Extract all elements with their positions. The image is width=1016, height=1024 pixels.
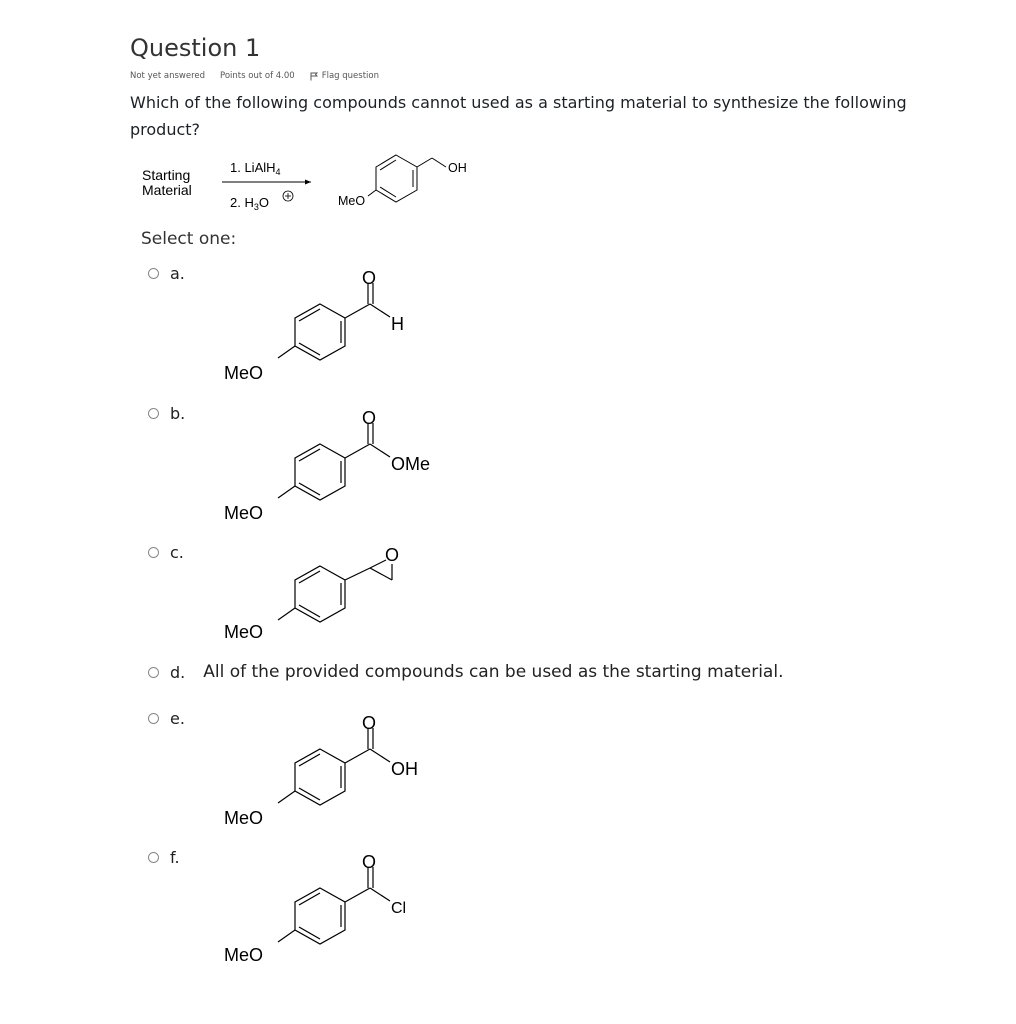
- option-b-meo: MeO: [224, 503, 264, 523]
- option-d[interactable]: [148, 662, 783, 682]
- option-c-oxygen: O: [385, 545, 400, 565]
- option-a-letter: a.: [170, 264, 185, 283]
- reaction-scheme: [130, 150, 500, 220]
- flag-icon: [310, 72, 318, 81]
- question-title: Question 1: [130, 34, 261, 62]
- option-d-text: All of the provided compounds can be used as the starting material.: [203, 662, 784, 682]
- option-f-letter: f.: [170, 848, 180, 867]
- option-c-structure: [210, 535, 440, 650]
- starting-material-label-2: Material: [142, 182, 192, 198]
- option-b-structure: [210, 402, 450, 532]
- question-text: Which of the following compounds cannot used as a starting material to synthesize the following product?: [130, 93, 907, 139]
- option-f-oxygen: O: [362, 852, 377, 872]
- option-f[interactable]: [148, 848, 180, 867]
- option-e-group: OH: [391, 759, 418, 779]
- option-d-radio[interactable]: [148, 667, 159, 678]
- option-d-letter: d.: [170, 662, 186, 682]
- option-a[interactable]: [148, 264, 185, 283]
- product-structure: [368, 155, 446, 202]
- product-oh: OH: [448, 161, 467, 175]
- option-e[interactable]: [148, 709, 185, 728]
- starting-material-label-1: Starting: [142, 167, 191, 183]
- option-a-oxygen: O: [362, 268, 377, 288]
- arrowhead: [305, 180, 311, 185]
- option-e-structure: [210, 707, 440, 837]
- option-f-group: Cl: [391, 900, 407, 917]
- option-b[interactable]: [148, 404, 185, 423]
- points-label: Points out of 4.00: [220, 71, 295, 81]
- option-a-radio[interactable]: [148, 268, 159, 279]
- product-meo: MeO: [338, 194, 366, 208]
- option-e-radio[interactable]: [148, 713, 159, 724]
- question-info: [130, 71, 394, 81]
- option-b-group: OMe: [391, 454, 431, 474]
- flag-question-label: Flag question: [321, 71, 379, 81]
- option-e-letter: e.: [170, 709, 185, 728]
- select-one-label: Select one:: [141, 229, 237, 249]
- step2-reagent: 2. $H_3O$: [230, 195, 269, 212]
- flag-question-link[interactable]: [310, 71, 394, 81]
- option-b-radio[interactable]: [148, 408, 159, 419]
- option-e-meo: MeO: [224, 808, 264, 828]
- option-f-radio[interactable]: [148, 852, 159, 863]
- option-a-meo: MeO: [224, 363, 264, 383]
- option-c-meo: MeO: [224, 622, 264, 642]
- option-c[interactable]: [148, 543, 184, 562]
- step1-reagent: 1. LiAlH$_4$: [230, 160, 281, 177]
- option-f-meo: MeO: [224, 945, 264, 965]
- option-c-radio[interactable]: [148, 547, 159, 558]
- answer-status: Not yet answered: [130, 71, 206, 81]
- option-e-oxygen: O: [362, 713, 377, 733]
- option-b-letter: b.: [170, 404, 186, 423]
- option-c-letter: c.: [170, 543, 184, 562]
- option-b-oxygen: O: [362, 408, 377, 428]
- option-f-structure: [210, 846, 440, 976]
- option-a-structure: [210, 262, 440, 392]
- option-a-group: H: [391, 314, 404, 334]
